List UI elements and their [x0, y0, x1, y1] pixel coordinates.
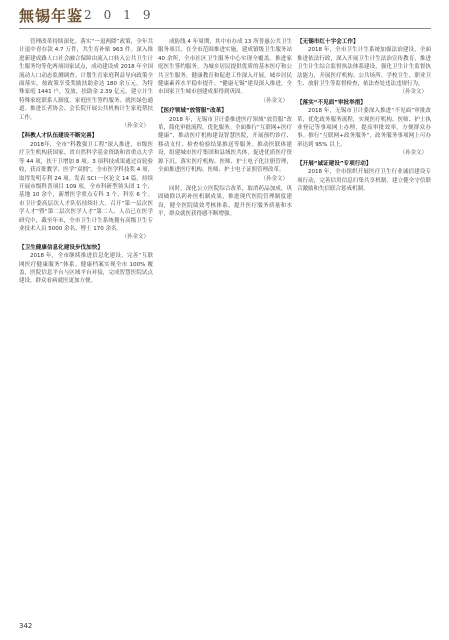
body-paragraph: 2018 年，全市继续推进信息化建设，完善“互联网医疗健康服务”体系。健康档案实现全市 100% 覆盖，医院信息平台与区域平台对接，完成智慧医院试点建设，群众看病就医更加方便。	[19, 253, 153, 285]
body-paragraph: 2018 年，无锡市卫计委推进医疗领域“放管服”改革，简化审批流程，优化服务。全面推行“互联网+医疗健康”，推动医疗机构建设智慧医院，开展预约诊疗、移动支付、检查检验结果推送等服务。推动医联体建设，组建城市医疗集团和县域医共体，促进优质医疗资源下沉。落实医疗机构、医师、护士电子化注册管理，全面推进医疗机构、医师、护士电子证照管理改革。	[158, 116, 292, 174]
section-heading: 【无锡市红十字会工作】	[297, 39, 359, 45]
section-heading: 【科教人才队伍建设不断完善】	[19, 133, 98, 140]
source-note: （孙金文）	[399, 89, 427, 96]
text-column-3	[297, 38, 431, 620]
section-heading: 【落实“不见面”审批举措】	[297, 99, 366, 106]
body-paragraph: 2018 年，全市卫生计生系统加强法治建设，全面推进依法行政，深入开展卫生计生法治宣传教育，推进卫生计生综合监督执法体系建设，强化卫生计生监督执法能力，开展医疗机构、公共场所、学校卫生、职业卫生、放射卫生等监督检查，依法查处违法违规行为。	[297, 47, 431, 88]
body-paragraph: 2018 年，无锡市卫计委深入推进“不见面”审批改革，优化政务服务流程，实现医疗机构、医师、护士执业登记等事项网上办理，提高审批效率，方便群众办事。推行“互联网+政务服务”，政务服务事项网上可办率达到 95% 以上。	[297, 108, 431, 148]
text-column-1	[19, 38, 153, 620]
text-column-2	[158, 38, 292, 620]
body-paragraph: 2018年，全市“科教强卫工程”深入推进，市级医疗卫生机构获国家、省自然科学基金资助和省重点大学等 44 项，扶干卫增加 8 项。3 项科技成果通过首轮验收，获首批教学、医学“双拥”，全市医学科技奖 4 项，取得发明专利 24 项。发表 SCI 一区论文 14 篇。持续开展市级科普项目 109 项，全市科研型领头团 1 个、基地 10 余个，新增医学重点专科 3 个、科室 6 个。市卫计委高层次人才队伍持续壮大。召开“第一层次医学人才”暨“第二层次医学人才”第二人、人员已在医学研究中，截至年末，全市卫生计生系统拥有高级卫生专业技术人员 5000 余名、博士 170 余名。	[19, 141, 153, 232]
header-rule	[19, 28, 431, 29]
source-note: （孙金文）	[399, 150, 427, 157]
body-paragraph: 同时，深化公立医院综合改革，取消药品加成，巩固破除以药补医机制成果，推进现代医院管理制度建设，健全医院绩效考核体系，提升医疗服务质量和水平，群众就医获得感不断增强。	[158, 185, 292, 218]
body-paragraph: 管理改革持续深化。落实“一退两降”政策，全年共计退中青存款 4.7 万件，共生育补贴 963 件。深入推进新建成路人口社会融合保障由流入口转入公共卫生计生服务均等化两项国家试点，成功建设成 2018 年全国流动人口动态监测调查。计划生育家庭利益导向政策全面落实，按政策享受奖励扶助金达 180 余万元，为特殊家庭 1441 户，发放、扶助金 2.39 亿元。建立计生特殊家庭联系人制度、家庭医生签约服务、就医绿色通道。推进长者协会、会长院开展公共机构计生家庭帮扶工作。	[19, 39, 153, 121]
body-paragraph: 2018 年，全市组织开展医疗卫生行业诚信建设专项行动，完善信用信息归集共享机制，建立健全守信联合激励和失信联合惩戒机制。	[297, 169, 431, 192]
source-note: （孙金文）	[260, 97, 288, 104]
source-note: （孙金文）	[121, 123, 149, 130]
source-note: （孙金文）	[260, 175, 288, 182]
year-label: 2019	[84, 8, 163, 22]
page-header	[0, 0, 449, 36]
section-heading: 【开展“诚证建设”专项行动】	[297, 160, 372, 167]
body-paragraph: 成防线 4 年周期，其中市办成 13 所普惠公共卫生服务项目，在全市范围推进实施，建成镇级卫生服务站 40 余所，全市社区卫生服务中心实现全覆盖。推进家庭医生签约服务，为城乡居民提供优质的基本医疗和公共卫生服务。健康教育和促进工作深入开展，城乡居民健康素养水平稳步提升。“健康无锡”建设深入推进，全市国家卫生城市创建成果得到巩固。	[158, 39, 292, 96]
source-note: （孙金文）	[121, 234, 149, 241]
yearbook-logo: 無锡年鉴	[19, 7, 84, 25]
section-heading: 【医疗领域“放管服”改革】	[158, 108, 227, 115]
section-heading: 【卫生健康信息化建设步伐加快】	[19, 244, 103, 251]
page-number: 342	[19, 622, 33, 630]
